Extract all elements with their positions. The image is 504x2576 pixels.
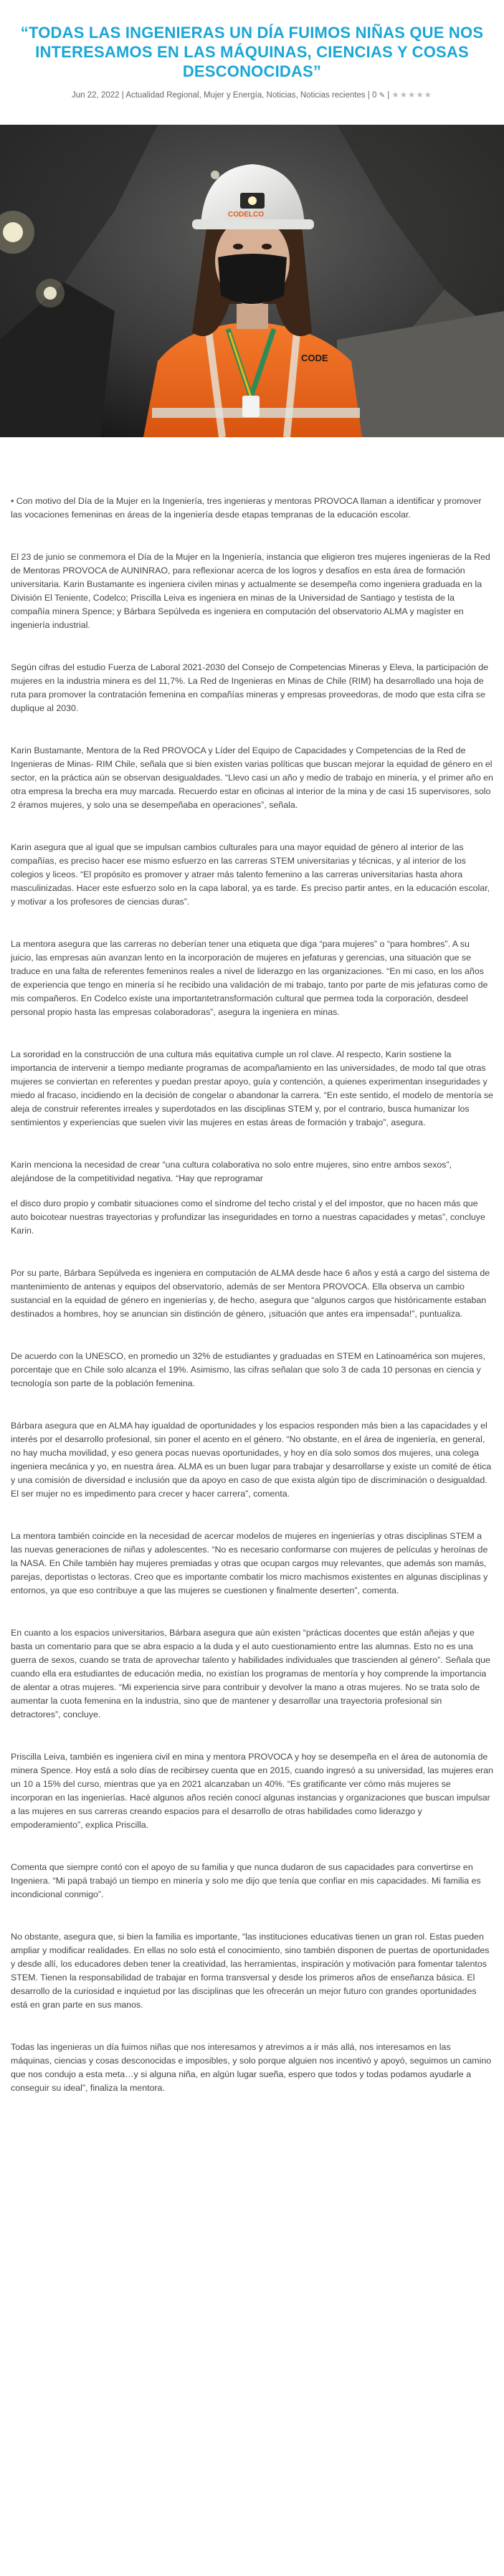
article-paragraph: En cuanto a los espacios universitarios, Bárbara asegura que aún existen “prácticas docentes que están añejas y que basta un comentario para que se abra espacio a la duda y el auto cuestionamiento entre las alumnas. Esto no es una guerra de sexos, cuando se trata de aprovechar talento y habilidades individuales que trascienden al género”. Señala que cuando ella era estudiantes de educación media, no existían los programas de mentoría y hoy comprende la importancia de alentar a otras mujeres. “Mi experiencia sirve para contribuir y devolver la mano a otras mujeres. No se trata solo de aumentar la cuota femenina en la industria, sino que de mantener y desarrollar una trayectoria profesional sin detractores”, concluye. — [11, 1628, 490, 1719]
article-paragraph-block — [11, 1530, 493, 1598]
article-paragraph: Según cifras del estudio Fuerza de Laboral 2021-2030 del Consejo de Competencias Mineras y Eleva, la participación de mujeres en la industria minera es del 11,7%. La Red de Ingenieras en Minas de Chile (RIM) ha desarrollado una hoja de ruta para promover la contratación femenina en compañías mineras y empresas proveedoras, de modo que esta cifra se duplique al 2030. — [11, 662, 489, 713]
article-paragraph: La mentora asegura que las carreras no deberían tener una etiqueta que diga “para mujeres” o “para hombres”. A su juicio, las empresas aún avanzan lento en la incorporación de mujeres en jefaturas y gerencias, una situación que se traduce en una falta de referentes femeninos reales a nivel de liderazgo en las organizaciones. “En mi caso, en los años de experiencia que tengo en minería sí he recibido una validación de mi trabajo, tanto por parte de mis jefaturas como de mis compañeros. En Codelco existe una importantetransformación cultural que permea toda la corporación, desdeel personal propio hasta las empresas colaboradoras”, asegura la ingeniera en minas. — [11, 939, 488, 1017]
article-paragraph: • Con motivo del Día de la Mujer en la Ingeniería, tres ingenieras y mentoras PROVOCA llaman a identificar y promover las vocaciones femeninas en áreas de la ingeniería desde etapas tempranas de la educación escolar. — [11, 496, 482, 520]
article-paragraph-block — [11, 1048, 493, 1130]
article-paragraph-block — [11, 1750, 493, 1832]
article-paragraph-block — [11, 1266, 493, 1321]
meta-separator: | — [387, 91, 392, 100]
article-paragraph-block — [11, 550, 493, 632]
headlamp-icon — [248, 196, 257, 205]
article-paragraph: Bárbara asegura que en ALMA hay igualdad de oportunidades y los espacios responden más bien a las capacidades y el interés por el desarrollo profesional, sin poner el acento en el género. “No obstante, en el área de ingeniería, en general, no hay mucha movilidad, y eso genera pocas nuevas oportunidades, y hoy en día solo somos dos mujeres, una colega ingeniera mecánica y yo, en nuestra área. ALMA es un buen lugar para trabajar y desarrollarse y existe un comité de ética y una comisión de diversidad e inclusión que da apoyo en caso de que exista algún tipo de discriminación o desigualdad. El ser mujer no es impedimento para crecer y hacer carrera”, comenta. — [11, 1421, 492, 1499]
article-paragraph: Karin asegura que al igual que se impulsan cambios culturales para una mayor equidad de género al interior de las compañías, es preciso hacer ese mismo esfuerzo en las carreras STEM universitarias y técnicas, y al interior de los colegios y liceos. “El propósito es promover y atraer más talento femenino a las carreras universitarias hasta ahora masculinizadas. Hacer este esfuerzo solo en la capa laboral, ya es tarde. Es preciso partir antes, en la educación escolar, y motivar a los profesores de ciencias duras”. — [11, 842, 490, 907]
article-paragraph-block — [11, 1861, 493, 1902]
article-paragraph: Karin Bustamante, Mentora de la Red PROVOCA y Líder del Equipo de Capacidades y Competencias de la Red de Ingenieras de Minas- RIM Chile, señala que si bien existen varias políticas que buscan mejorar la equidad de género en el sector, en la práctica aún se observan desigualdades. “Llevo casi un año y medio de trabajo en minería, y el primer año en otra empresa la brecha era muy marcada. Recuerdo estar en oficinas al interior de la mina y de casi 15 supervisores, solo 2 éramos mujeres, y solo una se desempeñaba en operaciones”, señala. — [11, 745, 493, 810]
article-paragraph-block — [11, 661, 493, 715]
article-paragraph-block — [11, 1197, 493, 1238]
post-meta — [0, 90, 504, 102]
article-paragraph-block — [11, 1350, 493, 1390]
speech-bubble-icon: ✎ — [379, 92, 386, 100]
article-paragraph: La sororidad en la construcción de una cultura más equitativa cumple un rol clave. Al respecto, Karin sostiene la importancia de intervenir a tiempo mediante programas de acompañamiento en las universidades, de modo tal que otras mujeres se conviertan en referentes y puedan prestar apoyo, guía y contención, a quienes experimentan inseguridades y miedo al fracaso, incidiendo en la decisión de congelar o abandonar la carrera. “En este sentido, el modelo de mentoría se aleja de construir referentes irreales y superdotados en las disciplinas STEM y, por el contrario, busca humanizar los sentimientos y experiencias que suelen vivir las mujeres en estas áreas de formación y trabajo”, asegura. — [11, 1049, 493, 1127]
article-paragraph-block — [11, 938, 493, 1019]
article-body — [0, 495, 504, 2095]
hero-photo-illustration — [0, 125, 504, 437]
article-paragraph: Todas las ingenieras un día fuimos niñas que nos interesamos y atrevimos a ir más allá, nos interesamos en las máquinas, ciencias y cosas desconocidas e imposibles, y solo porque alguien nos incentivó y apoyó, seguimos un camino que nos condujo a esta meta…y si alguna niña, en algún lugar sueña, espero que todos y todas podamos ayudarle a conseguir su ideal”, finaliza la mentora. — [11, 2042, 492, 2093]
article-paragraph-block — [11, 1930, 493, 2012]
article-paragraph-block — [11, 744, 493, 812]
meta-separator: | — [367, 91, 373, 100]
rating-stars: ★★★★★ — [391, 91, 432, 100]
article-paragraph: el disco duro propio y combatir situaciones como el síndrome del techo cristal y el del impostor, que no hacen más que auto boicotear nuestras trayectorias y profundizar las inseguridades en torno a nuestras capacidades y metas”, concluye Karin. — [11, 1198, 485, 1236]
article-paragraph-block — [11, 1626, 493, 1722]
article-paragraph-block — [11, 841, 493, 909]
post-date: Jun 22, 2022 — [72, 91, 120, 100]
article-paragraph-block — [11, 495, 493, 522]
article-paragraph-block — [11, 1419, 493, 1501]
article-paragraph: No obstante, asegura que, si bien la familia es importante, “las instituciones educativas tienen un gran rol. Estas pueden ampliar y modificar realidades. En ellas no solo está el conocimiento, sino también disponen de puertas de oportunidades y desde allí, los educadores deben tener la creatividad, las herramientas, inspiración y motivación para fomentar talentos STEM. Tienen la responsabilidad de trabajar en forma transversal y desde los primeros años de enseñanza básica. El desarrollo de la curiosidad e inquietud por las disciplinas que les ofrecerán un mejor futuro con grandes oportunidades está en gran parte en sus manos. — [11, 1932, 490, 2010]
article-paragraph-block — [11, 2041, 493, 2095]
comment-count[interactable]: 0 — [372, 91, 377, 100]
article-paragraph: El 23 de junio se conmemora el Día de la Mujer en la Ingeniería, instancia que eligieron tres mujeres ingenieras de la Red de Mentoras PROVOCA de AUNINRAO, para reflexionar acerca de los logros y desafíos en esta área de formación universitaria. Karin Bustamante es ingeniera civilen minas y actualmente se desempeña como ingeniera graduada en la División El Teniente, Codelco; Priscilla Leiva es ingeniera en minas de la Universidad de Santiago y testista de la compañía minera Spence; y Bárbara Sepúlveda es ingeniera en computación del observatorio ALMA y magíster en ingeniería industrial. — [11, 552, 490, 630]
post-categories[interactable]: Actualidad Regional, Mujer y Energía, Noticias, Noticias recientes — [125, 91, 366, 100]
article-paragraph: De acuerdo con la UNESCO, en promedio un 32% de estudiantes y graduadas en STEM en Latinoamérica son mujeres, porcentaje que en Chile solo alcanza el 19%. Asimismo, las cifras señalan que solo 3 de cada 10 personas en ciencia y tecnología son parte de la población femenina. — [11, 1351, 485, 1388]
hero-image — [0, 125, 504, 437]
vest-logo: CODE — [301, 353, 328, 363]
article-paragraph: Karin menciona la necesidad de crear “una cultura colaborativa no solo entre mujeres, sino entre ambos sexos”, alejándose de la competitividad negativa. “Hay que reprogramar — [11, 1160, 452, 1183]
meta-separator: | — [121, 91, 126, 100]
article-paragraph: La mentora también coincide en la necesidad de acercar modelos de mujeres en ingenierías y otras disciplinas STEM a las nuevas generaciones de niñas y adolescentes. “No es necesario conformarse con mujeres de películas y heroínas de la NASA. En Chile también hay mujeres premiadas y otras que ocupan cargos muy relevantes, que además son mamás, parejas, deportistas o lectoras. Creo que es importante combatir los micro machismos existentes en algunas disciplinas y entornos, ya que eso contribuye a que las mujeres se cuestionen y finalmente deserten”, comenta. — [11, 1531, 488, 1595]
helmet-logo: CODELCO — [228, 211, 264, 219]
article-paragraph-block — [11, 1158, 493, 1186]
article-title: “TODAS LAS INGENIERAS UN DÍA FUIMOS NIÑAS QUE NOS INTERESAMOS EN LAS MÁQUINAS, CIENCIAS Y COSAS DESCONOCIDAS” — [20, 24, 484, 80]
article-paragraph: Comenta que siempre contó con el apoyo de su familia y que nunca dudaron de sus capacidades para convertirse en Ingeniera. “Mi papá trabajó un tiempo en minería y solo me dijo que tenía que confiar en mis capacidades. Mi familia es incondicional conmigo”. — [11, 1862, 481, 1899]
article-paragraph: Por su parte, Bárbara Sepúlveda es ingeniera en computación de ALMA desde hace 6 años y está a cargo del sistema de mantenimiento de antenas y equipos del observatorio, además de ser Mentora PROVOCA. Ella observa un cambio sustancial en la equidad de género en ingenierías y, de hecho, asegura que “algunos cargos que históricamente estaban destinados a hombres, hoy se anuncian sin distinción de género, ¡situación que antes era impensada!”, puntualiza. — [11, 1268, 490, 1319]
article-paragraph: Priscilla Leiva, también es ingeniera civil en mina y mentora PROVOCA y hoy se desempeña en el área de autonomía de minera Spence. Hoy está a solo días de recibirsey cuenta que en 2015, cuando ingresó a su universidad, las mujeres eran un 10 a 15% del curso, mientras que ya en 2021 alcanzaban un 40%. “Es gratificante ver cómo más mujeres se incorporan en las ingenierías. Hacé algunos años recién conocí algunas instancias y organizaciones que buscan impulsar a las mujeres en sus carreras creando espacios para el desarrollo de otras habilidades como liderazgo y empoderamiento”, explica Priscilla. — [11, 1752, 493, 1830]
